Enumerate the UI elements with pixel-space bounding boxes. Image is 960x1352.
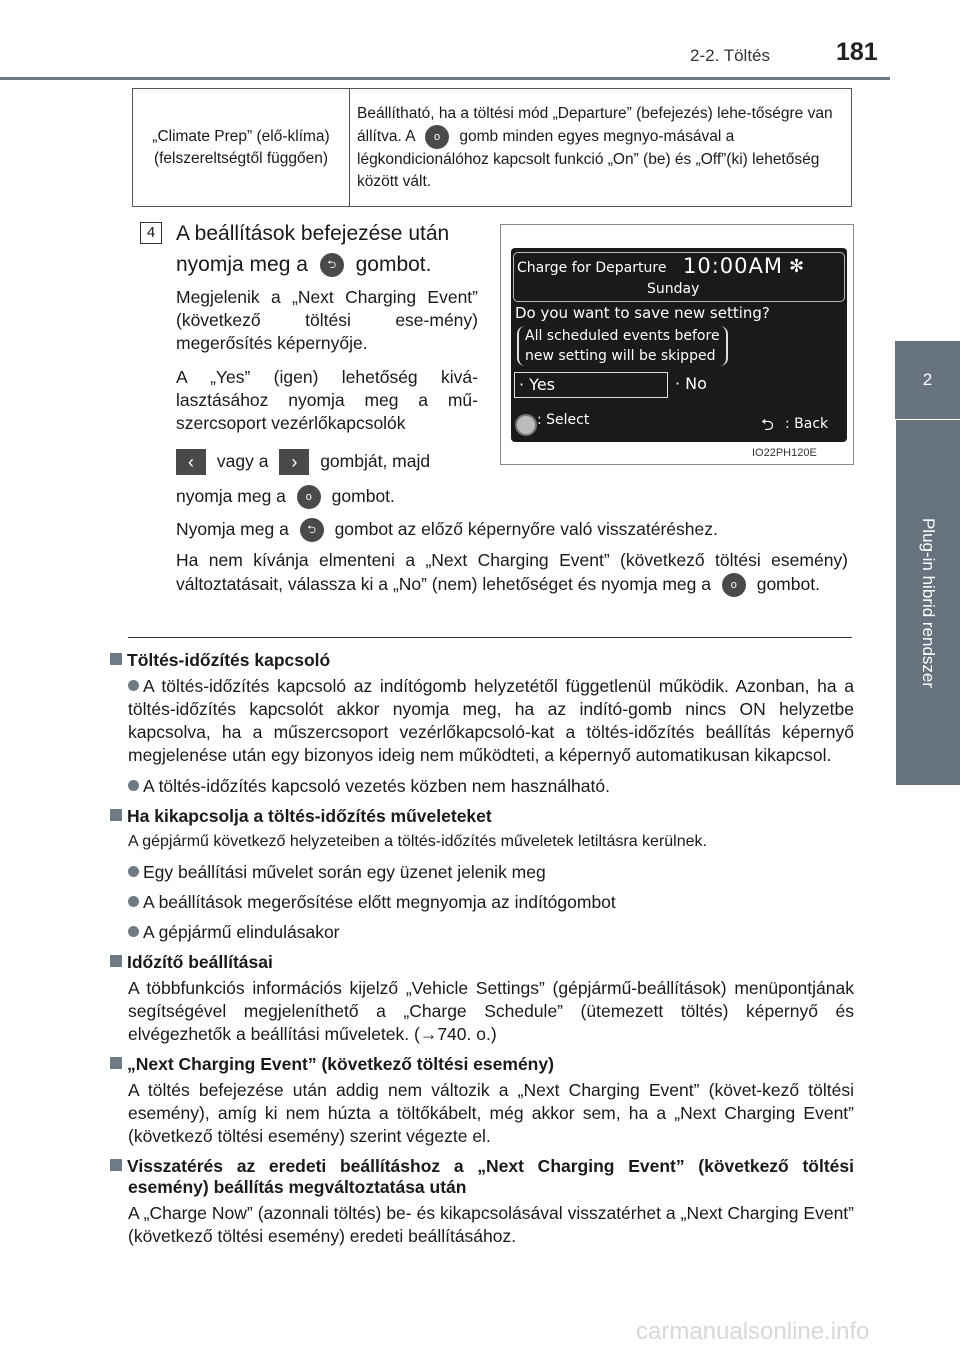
select-hint: : Select (537, 412, 590, 428)
note-heading-text: Ha kikapcsolja a töltés-időzítés műveleteket (127, 806, 492, 826)
square-bullet-icon (110, 1057, 122, 1069)
step-text-4-a: Ha nem kívánja elmenteni a „Next Charging Event” (következő töltési esemény) változtatásait, válassza ki a „No” (nem) lehetőséget és nyomja meg a (176, 550, 848, 594)
screen-note-2: new setting will be skipped (525, 348, 716, 364)
screen-title: Charge for Departure (517, 260, 667, 276)
note-heading (110, 1054, 854, 1075)
left-arrow-icon: ‹ (176, 449, 206, 475)
round-bullet-icon (128, 680, 139, 691)
fan-icon: ✻ (789, 256, 805, 277)
screen-note (517, 326, 728, 366)
step-text-1: Megjelenik a „Next Charging Event” (következő töltési ese-mény) megerősítés képernyője. (176, 287, 478, 353)
step-text-2-last-b: gombot. (331, 486, 395, 506)
note-heading-text: Töltés-időzítés kapcsoló (127, 650, 331, 670)
step-text-2-or: vagy a (216, 451, 269, 471)
table-desc-part2: gomb minden egyes megnyo-másával a légkondicionálóhoz kapcsolt funkció „On” (be) és „Off”(ki) lehetőség között vált. (357, 127, 820, 190)
step-text-3 (176, 514, 852, 544)
table-desc-part1: Beállítható, ha a töltési mód „Departure” (befejezés) lehe-tőségre van állítva. A (357, 104, 833, 145)
section-title: 2-2. Töltés (690, 46, 771, 65)
step-title (176, 218, 466, 280)
step-text-3-a: Nyomja meg a (176, 519, 289, 539)
table-cell-description (350, 89, 852, 207)
screen-question: Do you want to save new setting? (515, 304, 770, 322)
no-option[interactable]: · No (675, 374, 707, 393)
note-heading-text: Visszatérés az eredeti beállításhoz a „Next Charging Event” (következő töltési esemény) beállítás megváltoztatása után (127, 1156, 854, 1197)
bullet-item (110, 891, 854, 914)
back-button-icon: ⮌ (320, 253, 344, 277)
display-screen (511, 248, 847, 442)
note-heading (110, 650, 854, 671)
yes-option[interactable]: · Yes (514, 372, 668, 398)
chapter-label-tab (896, 420, 960, 785)
right-arrow-icon: › (279, 449, 309, 475)
bullet-text: A töltés-időzítés kapcsoló az indítógomb helyzetétől függetlenül működik. Azonban, ha a töltés-időzítés kapcsolót akkor nyomja meg, ha az indító-gomb nincs ON helyzetbe kapcsolva, ha a műszercsoport vezérlőkapcsoló-kat a töltés-időzítés beállítás képernyő megjelenése után egy bizonyos ideig nem működteti, a képernyő automatikusan kikapcsol. (128, 676, 854, 765)
notes-area (110, 650, 854, 1248)
square-bullet-icon (110, 653, 122, 665)
note-text: A többfunkciós információs kijelző „Vehicle Settings” (gépjármű-beállítások) menüpontjának segítségével megjeleníthető a „Charge Schedule” (ütemezett töltés) képernyő és elvégezhetők a beállítási műveletek. (→740. o.) (128, 978, 854, 1044)
chapter-label: Plug-in hibrid rendszer (919, 517, 938, 688)
step-text-2-buttons (176, 446, 478, 476)
screen-note-1: All scheduled events before (525, 328, 720, 344)
note-heading (110, 952, 854, 973)
step-text-2-last (176, 481, 478, 511)
note-heading-text: „Next Charging Event” (következő töltési esemény) (127, 1054, 554, 1074)
chapter-tab: 2 (895, 341, 960, 419)
step-text-3-b: gombot az előző képernyőre való visszatéréshez. (334, 519, 718, 539)
round-bullet-icon (128, 896, 139, 907)
note-text: A töltés befejezése után addig nem változik a „Next Charging Event” (követ-kező töltési esemény), amíg ki nem húzta a töltőkábelt, még akkor sem, ha a „Next Charging Event” (következő töltési esemény) szerint végezte el. (128, 1080, 854, 1146)
note-text: A gépjármű következő helyzeteiben a töltés-időzítés műveletek letiltásra kerülnek. (128, 833, 707, 850)
step-text-2-last-a: nyomja meg a (176, 486, 286, 506)
note-heading (110, 806, 854, 827)
step-text-2: A „Yes” (igen) lehetőség kivá-lasztásához nyomja meg a mű-szercsoport vezérlőkapcsolók (176, 367, 478, 433)
note-heading-text: Időzítő beállításai (127, 952, 273, 972)
bullet-text: A töltés-időzítés kapcsoló vezetés közben nem használható. (143, 776, 610, 796)
step-text-4-b: gombot. (756, 574, 820, 594)
screen-time: 10:00AM (683, 254, 784, 278)
square-bullet-icon (110, 1159, 122, 1171)
figure-caption: IO22PH120E (752, 447, 817, 459)
section-divider (128, 637, 852, 638)
step-text-4 (176, 548, 848, 597)
info-table (132, 88, 852, 207)
back-button-icon: ⮌ (300, 518, 324, 542)
round-bullet-icon (128, 926, 139, 937)
bullet-text: A gépjármű elindulásakor (143, 922, 340, 942)
bullet-item (110, 675, 854, 767)
step-text-2-end: gombját, majd (320, 451, 431, 471)
screen-day: Sunday (647, 281, 700, 297)
ok-button-icon: o (425, 125, 449, 149)
watermark: carmanualsonline.info (636, 1318, 870, 1345)
bullet-item (110, 861, 854, 884)
back-arrow-icon: ⮌ (761, 415, 774, 434)
round-bullet-icon (128, 780, 139, 791)
step-title-part2: gombot. (355, 253, 432, 276)
square-bullet-icon (110, 955, 122, 967)
select-knob-icon (515, 414, 537, 436)
note-text: A „Charge Now” (azonnali töltés) be- és kikapcsolásával visszatérhet a „Next Charging Event” (következő töltési esemény) eredeti beállításához. (128, 1203, 854, 1246)
bullet-text: A beállítások megerősítése előtt megnyomja az indítógombot (143, 892, 616, 912)
bullet-item (110, 775, 854, 798)
round-bullet-icon (128, 866, 139, 877)
header-rule (0, 77, 890, 80)
page-number: 181 (836, 38, 878, 66)
note-heading (110, 1156, 854, 1198)
ok-button-icon: o (722, 573, 746, 597)
square-bullet-icon (110, 809, 122, 821)
step-title-part1: A beállítások befejezése után nyomja meg a (176, 222, 450, 276)
ok-button-icon: o (297, 485, 321, 509)
bullet-item (110, 921, 854, 944)
step-number: 4 (140, 222, 162, 244)
bullet-text: Egy beállítási művelet során egy üzenet jelenik meg (143, 862, 546, 882)
back-hint: : Back (785, 416, 829, 432)
table-cell-feature: „Climate Prep” (elő-klíma) (felszereltségtől függően) (133, 89, 350, 207)
